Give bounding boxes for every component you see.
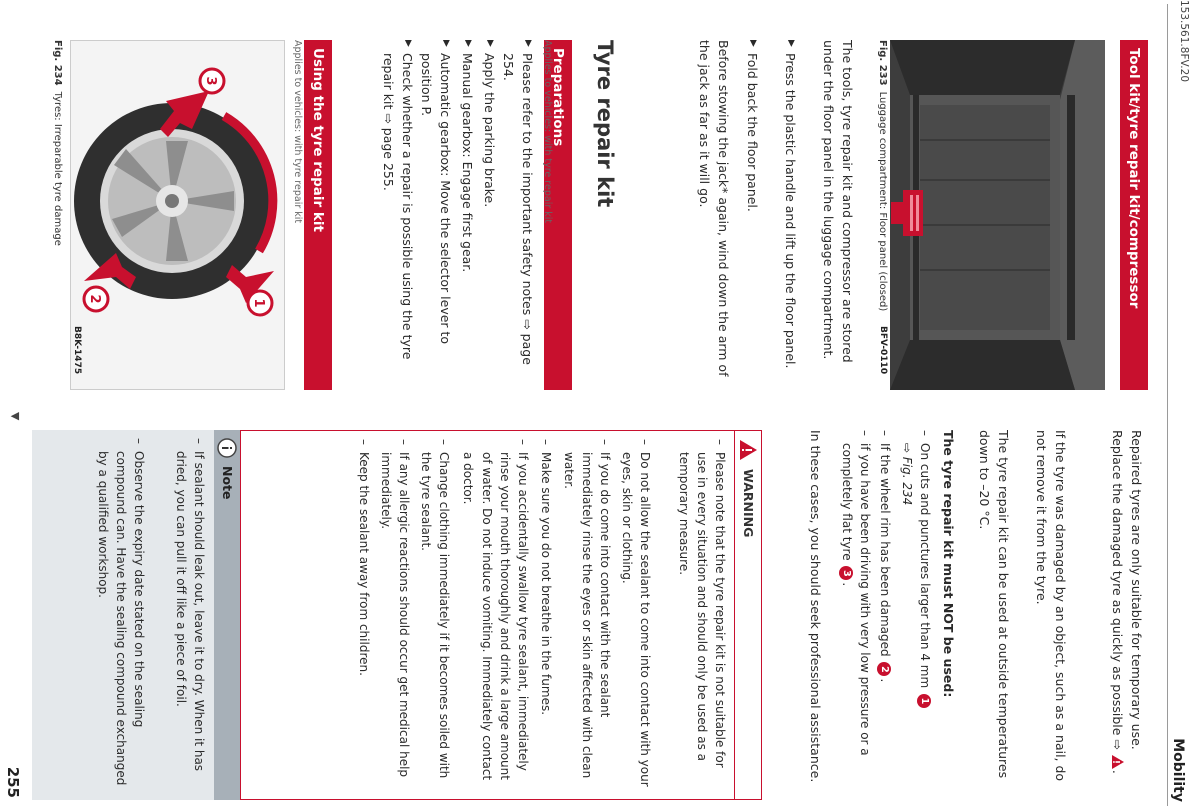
warning-item-8: – Keep the sealant away from children. [357,439,371,676]
tyre-damage-illustration [71,41,284,389]
callout-3-badge: 3 [839,566,853,580]
callout-2: 2 [87,294,102,304]
figure-234-caption [52,40,63,246]
prep-bullet-5: ▶ Check whether a repair is possible using the tyre repair kit ⇨ page 255. [381,40,415,360]
bullet-marker: ▶ [441,40,451,47]
warning-box [240,430,762,800]
tool-kit-paragraph-2: Before stowing the jack* again, wind down the arm of the jack as far as it will go. [697,40,731,377]
warning-item-6: – Change clothing immediately if it becomes soiled with the tyre sealant. [418,439,451,779]
figure-234-caption-text: Tyres: Irreparable tyre damage [52,91,63,246]
figure-234-tyre-damage [70,40,285,390]
luggage-compartment-illustration [890,40,1105,390]
warning-item-1: – Please note that the tyre repair kit is not suitable for use in every situation and should only be used as a temporary measure. [676,439,727,768]
warning-title: WARNING [741,469,756,538]
warning-triangle-icon [735,439,758,461]
section-title: Mobility [1170,738,1186,802]
callout-2-badge: 2 [877,662,891,676]
figure-233-caption [877,40,888,311]
using-tyre-repair-kit-heading: Using the tyre repair kit [304,40,332,390]
prep-bullet-2: ▶ Apply the parking brake. [482,40,497,208]
figure-233-label: Fig. 233 [877,40,888,86]
bullet-marker: ▶ [786,40,796,47]
warning-item-3: – If you do come into contact with the sealant immediately rinse the eyes or skin affected with clean water. [561,439,612,779]
prep-bullet-3: ▶ Manual gearbox: Engage first gear. [460,40,475,273]
must-not-item-1: – On cuts and punctures larger than 4 mm 1 ⇨ Fig. 234 [898,430,934,800]
figure-233-code: BFV-0110 [878,326,888,375]
must-not-heading: The tyre repair kit must NOT be used: [941,430,956,698]
bullet-marker: ▶ [403,40,413,47]
nail-paragraph: If the tyre was damaged by an object, such as a nail, do not remove it from the tyre. [1034,430,1068,782]
tool-kit-bullet-2: ▶ Fold back the floor panel. [745,40,760,212]
header-rule [1167,4,1168,806]
applies-to-using: Applies to vehicles: with tyre repair kit [292,40,303,224]
figure-234-link[interactable]: ⇨ Fig. 234 [899,443,914,506]
warning-item-7: – If any allergic reactions should occur get medical help immediately. [378,439,411,778]
document-code: 153.561.8FV.20 [1178,0,1190,83]
bullet-marker: ▶ [748,40,758,47]
tyre-repair-kit-title: Tyre repair kit [593,40,617,208]
prep-bullet-4: ▶ Automatic gearbox: Move the selector lever to position P. [419,40,453,345]
callout-3: 3 [203,76,218,86]
bullet-marker: ▶ [463,40,473,47]
note-title: Note [220,466,235,500]
warning-item-5: – If you accidentally swallow tyre sealant, immediately rinse your mouth thoroughly and drink a large amount of water. Do not induce vomiting. Immediately contact a doctor. [461,439,530,781]
figure-234-code: B8K-1475 [72,326,82,375]
info-icon [213,438,237,458]
warning-header [734,431,761,799]
must-not-item-2: – If the wheel rim has been damaged 2. [878,430,892,683]
temperature-paragraph: The tyre repair kit can be used at outside temperatures down to –20 °C. [977,430,1011,779]
warning-item-4: – Make sure you do not breathe in the fumes. [539,439,553,716]
professional-assistance-paragraph: In these cases, you should seek professional assistance. [808,430,823,783]
tool-kit-bullet-1: ▶ Press the plastic handle and lift up the floor panel. [783,40,798,369]
callout-1: 1 [251,298,266,308]
prep-bullet-1: ▶ Please refer to the important safety notes ⇨ page 254. [501,40,535,365]
figure-233-caption-text: Luggage compartment: Floor panel (closed) [877,91,888,312]
note-item-1: – If sealant should leak out, leave it to dry. When it has dried, you can pull it off like a piece of foil. [173,438,206,772]
figure-233-luggage-compartment [890,40,1105,390]
warning-triangle-icon [1106,754,1125,770]
figure-234-label: Fig. 234 [52,40,63,86]
warning-item-2: – Do not allow the sealant to come into contact with your eyes, skin or clothing. [619,439,652,787]
tool-kit-heading: Tool kit/tyre repair kit/compressor [1120,40,1148,390]
must-not-item-3: – if you have been driving with very low pressure or a completely flat tyre 3. [839,430,872,756]
note-header [214,430,240,800]
page-number: 255 [4,766,22,798]
applies-to-preparations: Applies to vehicles: with tyre repair kit [542,40,553,224]
bullet-marker: ▶ [485,40,495,47]
preparations-heading: Preparations [544,40,572,390]
tool-kit-paragraph-1: The tools, tyre repair kit and compressor are stored under the floor panel in the luggage compartment. [821,40,855,363]
note-box [32,430,240,800]
callout-1-badge: 1 [917,694,931,708]
bullet-marker: ▶ [523,40,533,47]
continue-arrow-icon: ▼ [9,412,22,421]
repaired-tyres-paragraph: Repaired tyres are only suitable for temporary use. Replace the damaged tyre as quickly as possible ⇨ . [1106,430,1146,800]
note-item-2: – Observe the expiry date stated on the sealing compound can. Have the sealing compound exchanged by a qualified workshop. [95,438,146,786]
